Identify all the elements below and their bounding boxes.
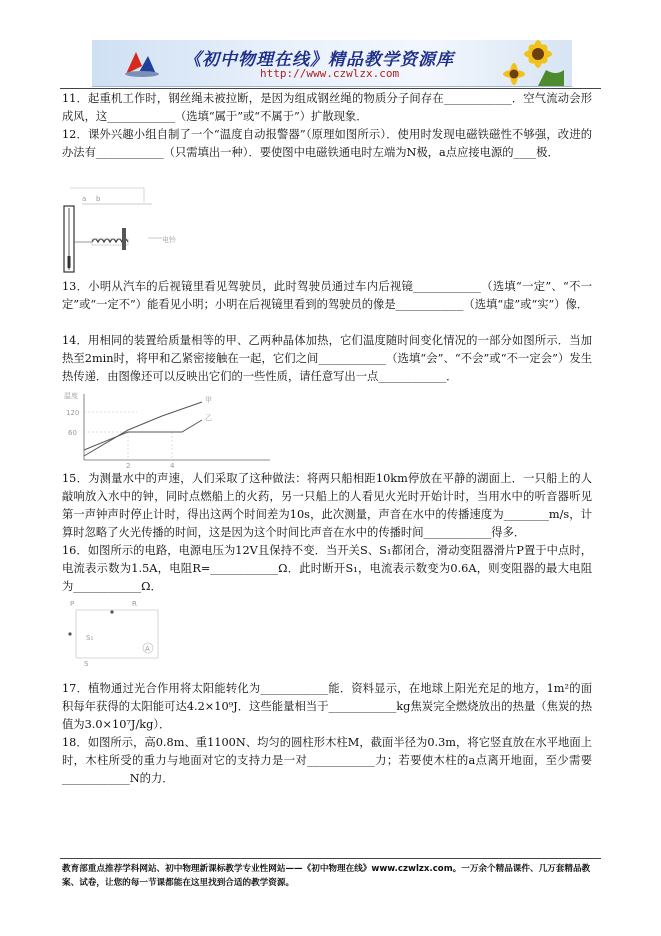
q16-label-s: S	[84, 660, 89, 668]
site-title: 《初中物理在线》精品教学资源库	[184, 50, 454, 70]
question-18: 18．如图所示，高0.8m、重1100N、均匀的圆柱形木柱M，截面半径为0.3m，将它竖直放在水平地面上时，木柱所受的重力与地面对它的支持力是一对____________力；若要使木柱的a点离开地面，至少需要____________N的力．	[62, 736, 592, 785]
question-14: 14．用相同的装置给质量相等的甲、乙两种晶体加热，它们温度随时间变化情况的一部分如图所示．当加热至2min时，将甲和乙紧密接触在一起，它们之间____________（选填“会”、“不会”或“不一定会”）发生热传递．由图像还可以反映出它们的一些性质，请任意写出一点____________．	[62, 334, 592, 383]
question-13: 13．小明从汽车的后视镜里看见驾驶员，此时驾驶员通过车内后视镜____________（选填“一定”、“不一定”或“一定不”）能看见小明；小明在后视镜里看到的驾驶员的像是____________（选填“虚”或“实”）像．	[62, 280, 592, 311]
q14-line-jia: 甲	[205, 396, 212, 404]
site-logo	[122, 48, 162, 80]
q14-xtick-2: 2	[126, 462, 131, 470]
q14-ytick-120: 120	[66, 409, 80, 417]
q12-label-b: b	[96, 195, 101, 203]
question-17: 17．植物通过光合作用将太阳能转化为____________能．资料显示，在地球上阳光充足的地方，1m²的面积每年获得的太阳能可达4.2×10⁹J．这些能量相当于____________kg焦炭完全燃烧放出的热量（焦炭的热值为3.0×10⁷J/kg）．	[62, 682, 592, 731]
q14-ylabel: 温度	[64, 392, 78, 400]
q16-circuit-diagram	[62, 596, 172, 668]
q12-label-bell: 电铃	[162, 236, 176, 244]
header-banner	[92, 40, 572, 87]
footer-note: 教育部重点推荐学科网站、初中物理新课标教学专业性网站——《初中物理在线》www.czwlzx.com。一万余个精品课件、几万套精品教案、试卷，让您的每一节课都能在这里找到合适的教学资源。	[62, 864, 591, 888]
question-16: 16．如图所示的电路，电源电压为12V且保持不变．当开关S、S₁都闭合，滑动变阻器滑片P置于中点时，电流表示数为1.5A，电阻R=____________Ω．此时断开S₁，电流表示数变为0.6A，则变阻器的最大电阻为____________Ω．	[62, 544, 592, 593]
q12-label-a: a	[82, 195, 87, 203]
question-15: 15．为测量水中的声速，人们采取了这种做法：将两只船相距10km停放在平静的湖面上．一只船上的人敲响放入水中的钟，同时点燃船上的火药，另一只船上的人看见火光时开始计时，当用水中的听音器听见第一声钟声时停止计时，得出这两个时间差为10s，此次测量，声音在水中的传播速度为________m/s，计算时忽略了火光传播的时间，这是因为这个时间比声音在水中的传播时间____________得多．	[62, 472, 592, 539]
q16-label-r: R	[132, 600, 137, 608]
q14-temperature-graph	[62, 390, 272, 470]
q16-label-a: A	[145, 645, 150, 653]
header-rule	[60, 88, 601, 89]
q16-label-s1: S₁	[86, 634, 94, 642]
footer-rule	[60, 858, 601, 859]
q14-ytick-60: 60	[68, 429, 77, 437]
q16-label-p: P	[70, 600, 75, 608]
q14-xtick-4: 4	[170, 462, 175, 470]
question-12: 12．课外兴趣小组自制了一个“温度自动报警器”（原理如图所示）．使用时发现电磁铁磁性不够强，改进的办法有____________（只需填出一种）．要使图中电磁铁通电时左端为N极，a点应接电源的____极．	[62, 128, 592, 159]
sunflower-image	[486, 40, 566, 86]
q14-line-yi: 乙	[205, 414, 212, 422]
q12-alarm-diagram	[62, 178, 202, 274]
question-11: 11．起重机工作时，钢丝绳未被拉断，是因为组成钢丝绳的物质分子间存在____________．空气流动会形成风，这____________（选填“属于”或“不属于”）扩散现象．	[62, 92, 592, 123]
site-url: http://www.czwlzx.com	[260, 67, 400, 80]
